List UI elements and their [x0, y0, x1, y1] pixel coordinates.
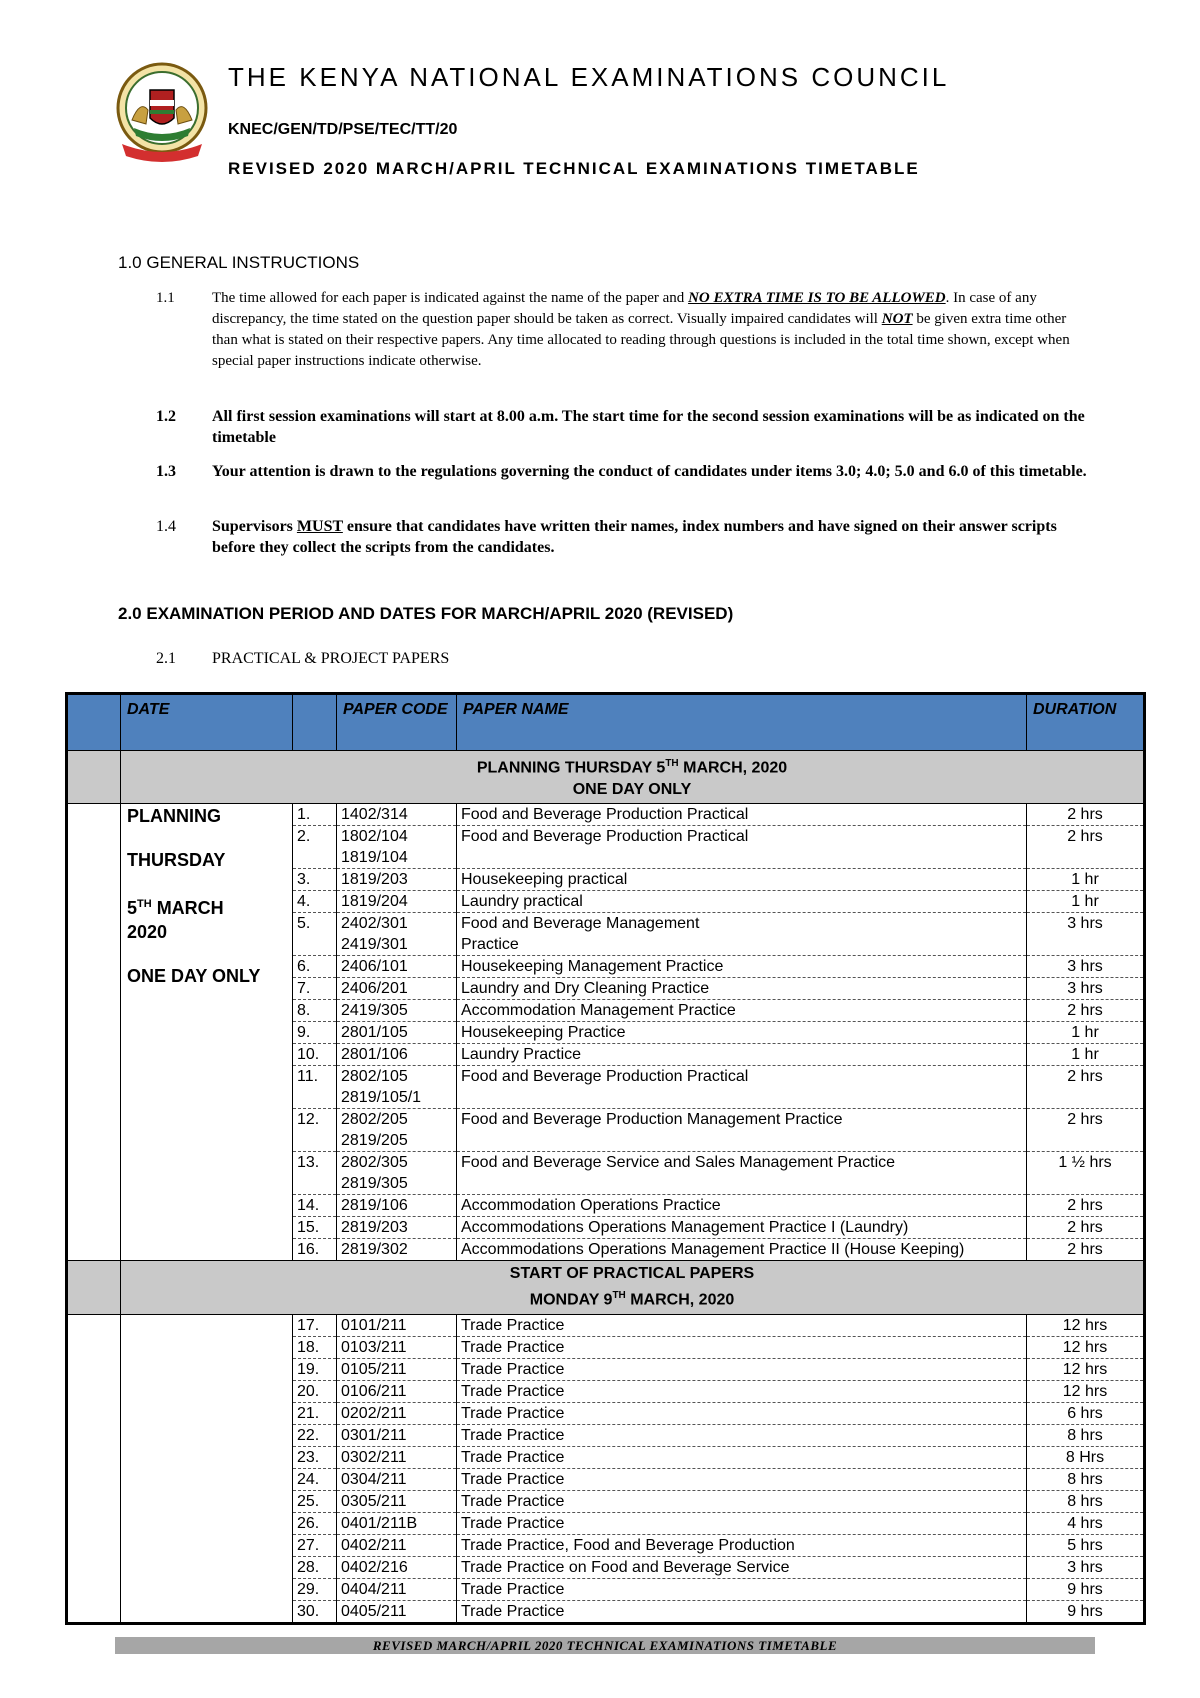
row-number: 23. [293, 1446, 337, 1468]
paper-name: Housekeeping practical [457, 869, 1027, 891]
paper-name: Trade Practice [457, 1490, 1027, 1512]
row-number: 22. [293, 1424, 337, 1446]
timetable-table [65, 692, 1146, 1625]
paper-code: 1819/204 [337, 891, 457, 913]
paper-code: 2419/305 [337, 1000, 457, 1022]
paper-code: 2819/302 [337, 1239, 457, 1261]
paper-code: 2802/205 2819/205 [337, 1109, 457, 1152]
planning-day-banner: PLANNING THURSDAY 5TH MARCH, 2020 ONE DAY ONLY [121, 751, 1145, 804]
duration: 3 hrs [1027, 913, 1145, 956]
row-number: 15. [293, 1217, 337, 1239]
row-number: 11. [293, 1066, 337, 1109]
row-number: 12. [293, 1109, 337, 1152]
duration: 8 hrs [1027, 1424, 1145, 1446]
paper-code: 2801/105 [337, 1022, 457, 1044]
date-cell-empty [121, 1314, 293, 1623]
duration: 8 hrs [1027, 1490, 1145, 1512]
instruction-number: 1.2 [156, 408, 176, 425]
instruction-text: The time allowed for each paper is indicated against the name of the paper and NO EXTRA TIME IS TO BE ALLOWED. In case of any discrepancy, the time stated on the question paper should be taken as correct. Visually impaired candidates will NOT be given extra time other than what is stated on their respective papers. Any time allocated to reading through questions is included in the total time shown, except when special paper instructions indicate otherwise. [212, 290, 1070, 369]
row-number: 24. [293, 1468, 337, 1490]
header-date: DATE [121, 694, 293, 751]
paper-name: Accommodation Operations Practice [457, 1195, 1027, 1217]
duration: 2 hrs [1027, 1195, 1145, 1217]
practical-papers-banner: START OF PRACTICAL PAPERS MONDAY 9TH MARCH, 2020 [121, 1261, 1145, 1314]
duration: 8 hrs [1027, 1468, 1145, 1490]
exam-period-heading: 2.0 EXAMINATION PERIOD AND DATES FOR MARCH/APRIL 2020 (REVISED) [118, 604, 734, 623]
paper-code: 2819/203 [337, 1217, 457, 1239]
paper-name: Trade Practice [457, 1512, 1027, 1534]
duration: 3 hrs [1027, 978, 1145, 1000]
date-line: 2020 [127, 922, 168, 943]
paper-name: Housekeeping Management Practice [457, 956, 1027, 978]
paper-name: Trade Practice [457, 1446, 1027, 1468]
duration: 2 hrs [1027, 1109, 1145, 1152]
paper-name: Housekeeping Practice [457, 1022, 1027, 1044]
row-number: 10. [293, 1044, 337, 1066]
table-header-row [67, 694, 1145, 751]
duration: 9 hrs [1027, 1600, 1145, 1623]
row-number: 13. [293, 1152, 337, 1195]
paper-code: 0405/211 [337, 1600, 457, 1623]
paper-name: Trade Practice [457, 1578, 1027, 1600]
paper-code: 0401/211B [337, 1512, 457, 1534]
document-title: REVISED 2020 MARCH/APRIL TECHNICAL EXAMINATIONS TIMETABLE [228, 159, 920, 178]
reference-code: KNEC/GEN/TD/PSE/TEC/TT/20 [228, 121, 458, 138]
row-number: 25. [293, 1490, 337, 1512]
practical-papers-subheading: 2.1 PRACTICAL & PROJECT PAPERS [156, 650, 450, 667]
duration: 5 hrs [1027, 1534, 1145, 1556]
table-row [67, 804, 1145, 826]
paper-name: Trade Practice [457, 1468, 1027, 1490]
paper-code: 0302/211 [337, 1446, 457, 1468]
paper-code: 1802/104 1819/104 [337, 826, 457, 869]
paper-code: 2819/106 [337, 1195, 457, 1217]
duration: 1 hr [1027, 869, 1145, 891]
paper-name: Accommodations Operations Management Practice II (House Keeping) [457, 1239, 1027, 1261]
header-paper-name: PAPER NAME [457, 694, 1027, 751]
duration: 2 hrs [1027, 1000, 1145, 1022]
org-title: THE KENYA NATIONAL EXAMINATIONS COUNCIL [228, 62, 950, 92]
paper-name: Laundry and Dry Cleaning Practice [457, 978, 1027, 1000]
instruction-text: All first session examinations will start at 8.00 a.m. The start time for the second session examinations will be as indicated on the timetable [212, 408, 1085, 446]
paper-code: 0301/211 [337, 1424, 457, 1446]
paper-code: 0404/211 [337, 1578, 457, 1600]
duration: 1 hr [1027, 1022, 1145, 1044]
duration: 9 hrs [1027, 1578, 1145, 1600]
paper-code: 2406/201 [337, 978, 457, 1000]
duration: 1 hr [1027, 1044, 1145, 1066]
paper-code: 2402/301 2419/301 [337, 913, 457, 956]
duration: 6 hrs [1027, 1402, 1145, 1424]
instruction-text: Your attention is drawn to the regulations governing the conduct of candidates under items 3.0; 4.0; 5.0 and 6.0 of this timetable. [212, 463, 1087, 480]
paper-name: Trade Practice [457, 1380, 1027, 1402]
duration: 4 hrs [1027, 1512, 1145, 1534]
general-instructions-heading: 1.0 GENERAL INSTRUCTIONS [118, 253, 360, 272]
paper-name: Accommodations Operations Management Practice I (Laundry) [457, 1217, 1027, 1239]
duration: 12 hrs [1027, 1358, 1145, 1380]
row-number: 26. [293, 1512, 337, 1534]
instruction-number: 1.1 [156, 290, 175, 306]
date-line: THURSDAY [127, 850, 226, 871]
paper-name: Laundry Practice [457, 1044, 1027, 1066]
paper-code: 1819/203 [337, 869, 457, 891]
paper-name: Trade Practice [457, 1358, 1027, 1380]
row-number: 28. [293, 1556, 337, 1578]
duration: 2 hrs [1027, 1217, 1145, 1239]
date-line: PLANNING [127, 806, 221, 827]
row-number: 2. [293, 826, 337, 869]
paper-code: 0305/211 [337, 1490, 457, 1512]
row-number: 19. [293, 1358, 337, 1380]
paper-name: Food and Beverage Production Practical [457, 1066, 1027, 1109]
paper-name: Food and Beverage Service and Sales Management Practice [457, 1152, 1027, 1195]
paper-code: 0202/211 [337, 1402, 457, 1424]
instruction-number: 1.3 [156, 463, 176, 480]
row-number: 29. [293, 1578, 337, 1600]
duration: 1 hr [1027, 891, 1145, 913]
paper-name: Trade Practice on Food and Beverage Service [457, 1556, 1027, 1578]
row-number: 8. [293, 1000, 337, 1022]
paper-name: Accommodation Management Practice [457, 1000, 1027, 1022]
duration: 8 Hrs [1027, 1446, 1145, 1468]
date-cell-planning [121, 804, 293, 1261]
paper-code: 2802/105 2819/105/1 [337, 1066, 457, 1109]
row-number: 18. [293, 1336, 337, 1358]
paper-code: 0103/211 [337, 1336, 457, 1358]
paper-name: Laundry practical [457, 891, 1027, 913]
page-footer: REVISED MARCH/APRIL 2020 TECHNICAL EXAMINATIONS TIMETABLE [115, 1637, 1095, 1654]
blank-cell [67, 1314, 121, 1623]
row-number: 4. [293, 891, 337, 913]
duration: 12 hrs [1027, 1336, 1145, 1358]
paper-name: Food and Beverage Production Management Practice [457, 1109, 1027, 1152]
paper-code: 0106/211 [337, 1380, 457, 1402]
row-number: 30. [293, 1600, 337, 1623]
duration: 2 hrs [1027, 804, 1145, 826]
duration: 2 hrs [1027, 1066, 1145, 1109]
paper-code: 2406/101 [337, 956, 457, 978]
row-number: 3. [293, 869, 337, 891]
paper-name: Trade Practice, Food and Beverage Production [457, 1534, 1027, 1556]
row-number: 6. [293, 956, 337, 978]
coat-of-arms-icon [112, 60, 212, 168]
duration: 12 hrs [1027, 1314, 1145, 1336]
paper-name: Trade Practice [457, 1424, 1027, 1446]
paper-code: 0402/216 [337, 1556, 457, 1578]
paper-code: 0304/211 [337, 1468, 457, 1490]
paper-name: Food and Beverage Management Practice [457, 913, 1027, 956]
row-number: 7. [293, 978, 337, 1000]
row-number: 5. [293, 913, 337, 956]
row-number: 1. [293, 804, 337, 826]
table-row [67, 1314, 1145, 1336]
paper-code: 0101/211 [337, 1314, 457, 1336]
paper-code: 0402/211 [337, 1534, 457, 1556]
header-duration: DURATION [1027, 694, 1145, 751]
paper-name: Trade Practice [457, 1336, 1027, 1358]
duration: 12 hrs [1027, 1380, 1145, 1402]
row-number: 9. [293, 1022, 337, 1044]
paper-name: Trade Practice [457, 1402, 1027, 1424]
paper-name: Food and Beverage Production Practical [457, 826, 1027, 869]
row-number: 21. [293, 1402, 337, 1424]
header-paper-code: PAPER CODE [337, 694, 457, 751]
row-number: 27. [293, 1534, 337, 1556]
paper-name: Trade Practice [457, 1600, 1027, 1623]
blank-cell [67, 804, 121, 1261]
row-number: 20. [293, 1380, 337, 1402]
instruction-number: 1.4 [156, 518, 176, 535]
date-line: ONE DAY ONLY [127, 966, 261, 987]
paper-code: 0105/211 [337, 1358, 457, 1380]
duration: 2 hrs [1027, 826, 1145, 869]
paper-name: Food and Beverage Production Practical [457, 804, 1027, 826]
duration: 3 hrs [1027, 956, 1145, 978]
row-number: 14. [293, 1195, 337, 1217]
paper-name: Trade Practice [457, 1314, 1027, 1336]
instruction-text: Supervisors MUST ensure that candidates have written their names, index numbers and have signed on their answer scripts before they collect the scripts from the candidates. [212, 518, 1057, 556]
paper-code: 2801/106 [337, 1044, 457, 1066]
paper-code: 1402/314 [337, 804, 457, 826]
duration: 3 hrs [1027, 1556, 1145, 1578]
row-number: 16. [293, 1239, 337, 1261]
row-number: 17. [293, 1314, 337, 1336]
date-line: 5TH MARCH [127, 898, 224, 919]
duration: 2 hrs [1027, 1239, 1145, 1261]
duration: 1 ½ hrs [1027, 1152, 1145, 1195]
paper-code: 2802/305 2819/305 [337, 1152, 457, 1195]
